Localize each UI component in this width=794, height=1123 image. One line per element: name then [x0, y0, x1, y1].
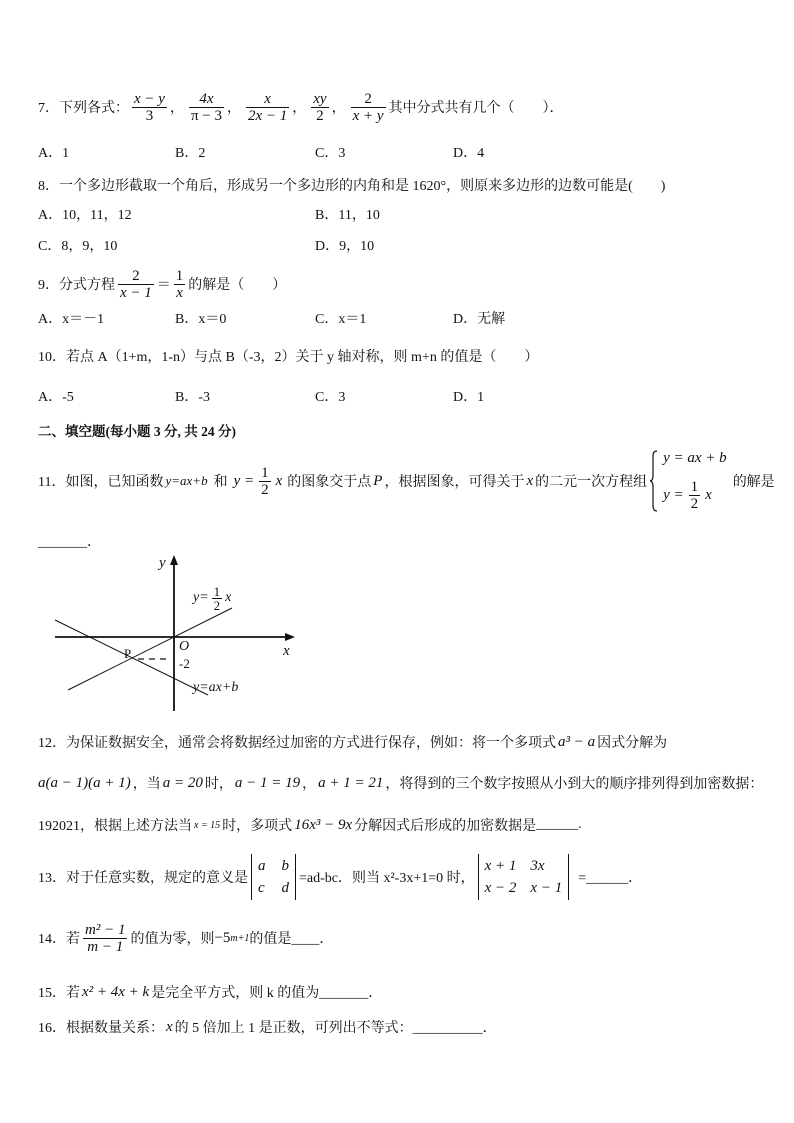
q12-text-6: ，将得到的三个数字按照从小到大的顺序排列得到加密数据： [385, 777, 764, 792]
question-12-line-2 [38, 773, 763, 793]
equation-2-lhs: y = [663, 487, 684, 503]
section-heading [38, 420, 236, 440]
question-13 [38, 852, 642, 902]
origin-label: O [179, 639, 190, 654]
det-cell: b [281, 858, 289, 874]
fraction-1-over-x [174, 268, 186, 301]
denominator: π − 3 [190, 107, 222, 124]
answer-blank: _______． [38, 535, 101, 550]
det-cell: x + 1 [484, 858, 517, 874]
fraction-one-half [212, 585, 223, 612]
q10-option-a: A．-5 [38, 390, 74, 405]
numerator: m² − 1 [85, 921, 126, 938]
det-cell: c [258, 880, 265, 896]
det-cell: x − 1 [530, 880, 563, 896]
variable-x: x [705, 487, 712, 503]
answer-blank: _______． [319, 986, 383, 1001]
det-cell: x − 2 [484, 880, 517, 896]
question-7 [38, 87, 564, 127]
fraction-2-over-x-plus-y [351, 91, 386, 124]
question-10 [38, 346, 538, 366]
numerator: 2 [351, 91, 386, 108]
denominator: x [176, 284, 183, 301]
power-exponent: m+1 [230, 932, 250, 944]
q10-stem: 10．若点 A（1+m，1-n）与点 B（-3，2）关于 y 轴对称，则 m+n 的值是（ ） [38, 350, 539, 365]
answer-blank: ______. [536, 817, 582, 832]
q10-option-b: B．-3 [175, 390, 210, 405]
label-lhs: y= [193, 590, 209, 605]
system-rows [661, 450, 729, 512]
equation-1: y = ax + b [663, 450, 727, 466]
factored-expression: a(a − 1)(a + 1) [38, 774, 131, 791]
left-brace-icon [649, 450, 658, 512]
q12-text-2: 因式分解为 [597, 736, 668, 751]
line-y-ax-plus-b-label: y=ax+b [193, 680, 239, 695]
q11-text-4: ，根据图象，可得关于 [384, 475, 525, 490]
function-lhs: y = [233, 472, 255, 489]
denominator: 2 [213, 597, 221, 613]
q9-stem: 9．分式方程 [38, 278, 115, 293]
q8-option-c: C．8，9，10 [38, 239, 118, 254]
question-11 [38, 446, 775, 516]
det-cell: d [281, 880, 289, 896]
numerator: x − y [134, 90, 165, 107]
q10-option-c: C．3 [315, 390, 346, 405]
q11-text-5: 的二元一次方程组 [535, 475, 648, 490]
denominator: 3 [145, 107, 154, 124]
q13-text-1: 13．对于任意实数，规定的意义是 [38, 871, 248, 886]
denominator: m − 1 [87, 938, 124, 955]
numerator: 1 [213, 583, 221, 599]
question-12-line-1 [38, 732, 667, 752]
determinant-abcd [251, 854, 296, 900]
fraction-one-half [689, 479, 701, 512]
numerator: x [246, 91, 289, 108]
q12-text-7: 192021，根据上述方法当 [38, 819, 192, 834]
q15-text-1: 15．若 [38, 986, 80, 1001]
numerator: 1 [175, 267, 184, 284]
q16-text-2: 的 5 倍加上 1 是正数，可列出不等式： [174, 1021, 413, 1036]
denominator: 2 [690, 496, 699, 512]
system-equation-1 [661, 450, 729, 467]
q12-text-5: ， [302, 777, 317, 792]
function-ax-plus-b: y=ax+b [165, 473, 208, 488]
expression-x-equals-15: x = 15 [194, 819, 221, 831]
question-16 [38, 1017, 497, 1037]
point-p: P [373, 472, 383, 489]
numerator: 4x [189, 91, 224, 108]
variable-x: x [526, 472, 534, 489]
q7-option-b: B．2 [175, 146, 206, 161]
separator: ， [331, 101, 346, 116]
denominator: 2 [261, 481, 269, 498]
q7-option-d: D．4 [453, 146, 485, 161]
q7-option-c: C．3 [315, 146, 346, 161]
y-axis-arrow-icon [170, 555, 178, 565]
numerator: 2 [118, 268, 154, 285]
q7-stem: 7．下列各式： [38, 101, 129, 116]
power-base: −5 [214, 929, 231, 946]
system-equation-2 [661, 479, 729, 512]
q11-text-1: 11．如图，已知函数 [38, 475, 164, 490]
question-12-line-3 [38, 815, 582, 835]
fraction-2-over-x-minus-1 [118, 268, 154, 301]
numerator: xy [313, 90, 327, 107]
answer-blank: ____． [291, 932, 334, 947]
question-14 [38, 913, 333, 963]
q9-suffix: 的解是（ ） [188, 278, 287, 293]
q8-stem: 8．一个多边形截取一个角后，形成另一个多边形的内角和是 1620°，则原来多边形的边数可能是( ) [38, 179, 666, 194]
q14-text-2: 的值为零，则 [130, 932, 215, 947]
polynomial-16x-cubed-minus-9x: 16x³ − 9x [294, 816, 353, 833]
fraction-one-half [259, 465, 271, 498]
fraction-x-minus-y-over-3 [132, 91, 167, 124]
q14-text-3: 的值是 [249, 932, 292, 947]
quadratic-expression: x² + 4x + k [82, 983, 150, 1000]
q7-option-a: A．1 [38, 146, 70, 161]
question-15 [38, 982, 382, 1002]
separator: ， [292, 101, 307, 116]
q8-option-a: A．10，11，12 [38, 208, 132, 223]
fraction-m-squared-minus-1-over-m-minus-1 [83, 922, 127, 955]
numerator: 1 [690, 479, 699, 495]
separator: ， [169, 101, 184, 116]
line-y-half-x [68, 608, 232, 690]
q7-suffix: 其中分式共有几个（ ）． [388, 101, 564, 116]
section-title: 二、填空题(每小题 3 分, 共 24 分) [38, 424, 236, 439]
y-axis-label: y [159, 555, 166, 571]
q11-answer-line [38, 531, 101, 551]
q9-option-a: A．x＝－1 [38, 312, 105, 327]
separator: ， [226, 101, 241, 116]
det-cell: 3x [530, 858, 545, 874]
equals-sign: ＝ [156, 278, 171, 293]
variable-x: x [275, 472, 283, 489]
question-8 [38, 175, 665, 195]
expression-a-plus-1: a + 1 = 21 [318, 774, 384, 791]
determinant-x [478, 854, 570, 900]
q12-text-3: ，当 [132, 777, 161, 792]
variable-x: x [166, 1018, 173, 1035]
q12-text-1: 12．为保证数据安全，通常会将数据经过加密的方式进行保存，例如：将一个多项式 [38, 736, 556, 751]
variable-x: x [225, 590, 232, 605]
fraction-4x-over-pi-minus-3 [189, 91, 224, 124]
coordinate-graph [50, 550, 305, 715]
question-9 [38, 264, 286, 304]
q10-option-d: D．1 [453, 390, 485, 405]
q11-text-6: 的解是 [732, 475, 775, 490]
q13-text-2: =ad-bc．则当 x²-3x+1=0 时， [299, 871, 475, 886]
equation-system [649, 450, 729, 512]
q14-text-1: 14．若 [38, 932, 80, 947]
q8-option-b: B．11，10 [315, 208, 380, 223]
fraction-xy-over-2 [311, 91, 328, 124]
q9-option-b: B．x＝0 [175, 312, 227, 327]
x-axis-label: x [283, 643, 290, 659]
det-cell: a [258, 858, 266, 874]
denominator: x − 1 [120, 284, 152, 301]
denominator: 2 [316, 107, 324, 124]
denominator: 2x − 1 [247, 107, 288, 124]
q11-text-3: 的图象交于点 [287, 475, 372, 490]
q9-option-d: D．无解 [453, 312, 506, 327]
expression-a-minus-1: a − 1 = 19 [234, 774, 301, 791]
q11-graph [50, 550, 305, 715]
q11-text-and: 和 [213, 475, 228, 490]
q8-option-d: D．9，10 [315, 239, 375, 254]
x-axis-arrow-icon [285, 633, 295, 641]
answer-blank: =______． [578, 871, 643, 886]
answer-blank: __________． [412, 1021, 497, 1036]
q12-text-4: 时， [204, 777, 233, 792]
fraction-x-over-2x-minus-1 [246, 91, 289, 124]
q12-text-8: 时，多项式 [222, 819, 293, 834]
polynomial-a-cubed-minus-a: a³ − a [558, 733, 596, 750]
q16-text-1: 16．根据数量关系： [38, 1021, 164, 1036]
point-p-label: P [124, 646, 132, 661]
q9-option-c: C．x＝1 [315, 312, 367, 327]
numerator: 1 [261, 464, 269, 481]
q12-text-9: 分解因式后形成的加密数据是 [354, 819, 537, 834]
tick-label: -2 [179, 656, 190, 671]
q15-text-2: 是完全平方式，则 k 的值为 [151, 986, 320, 1001]
line-y-half-x-label [193, 583, 231, 613]
expression-a-equals-20: a = 20 [162, 774, 203, 791]
denominator: x + y [352, 107, 384, 124]
